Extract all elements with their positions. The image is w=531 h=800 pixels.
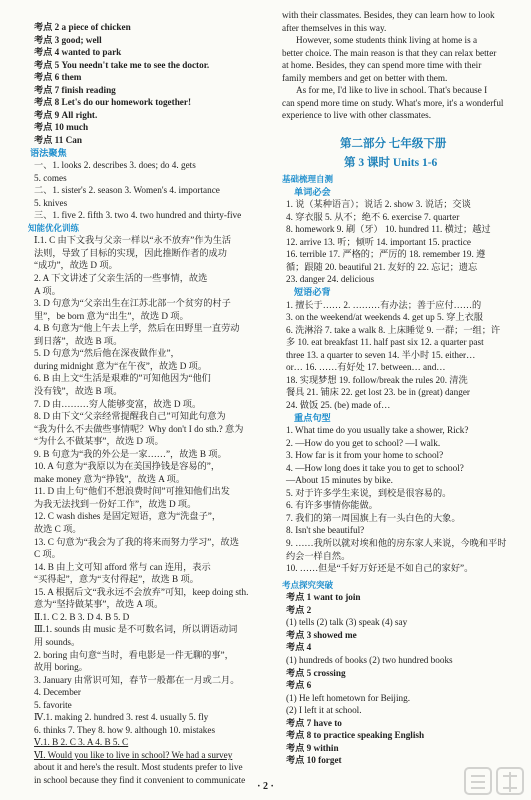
right-line: 短语必背 (294, 287, 331, 297)
right-line: 1. 说（某种语言）；说话 2. show 3. 说话；交谈 (286, 199, 471, 210)
left-line: “为什么不做某事”，故选 D 项。 (34, 436, 164, 447)
right-line: (2) I left it at school. (286, 705, 362, 716)
left-line: 法则，导致了目标的实现，因此推断作者的成功 (34, 247, 227, 258)
right-line: 5. 对于许多学生来说，到校是很容易的。 (286, 487, 452, 498)
right-line: 2. —How do you get to school? —I walk. (286, 437, 441, 448)
left-line: Ⅵ. Would you like to live in school? We had a survey (34, 749, 233, 760)
left-line: 9. B 句意为“我的外公是一家……”，故选 B 项。 (34, 448, 227, 459)
right-line: 单词必会 (294, 186, 331, 197)
right-line: 多 10. eat breakfast 11. half past six 12. a quarter past (286, 337, 484, 348)
left-line: 4. December (34, 687, 81, 698)
left-line: 用 sounds。 (34, 636, 81, 647)
left-line: 考点 2 a piece of chicken (34, 22, 131, 32)
left-line: 考点 3 good; well (34, 34, 102, 45)
left-line: 3. January 由常识可知，春节一般都在一月或二月。 (34, 674, 240, 685)
left-line: in school because they find it convenient to communicate (34, 775, 246, 785)
left-line: A 项。 (34, 285, 61, 296)
right-line: 考点 2 (286, 604, 312, 615)
right-line: 4. —How long does it take you to get to school? (286, 462, 464, 473)
right-line: 7. 我们的第一周国旗上有一头白色的大象。 (286, 512, 461, 523)
left-line: 6. B 由上文“生活是艰难的”可知他因为“他们 (34, 373, 211, 384)
left-line: 5. D 句意为“然后他在深夜做作业”， (34, 348, 180, 359)
left-line: about it and here's the result. Most students prefer to live (34, 762, 243, 773)
left-line: 11. D 由上句“他们不想浪费时间”可推知他们出发 (34, 486, 230, 497)
right-line: experience to live with other classmates. (282, 110, 431, 121)
left-line: 三、1. five 2. fifth 3. two 4. two hundred and thirty-five (34, 210, 242, 221)
left-line: 故用 boring。 (34, 662, 88, 673)
right-line: 考点 10 forget (286, 755, 342, 766)
right-line: 基础梳理自测 (282, 174, 334, 185)
left-line: Ⅱ.1. C 2. B 3. D 4. B 5. D (34, 611, 130, 622)
right-line: 考点 7 have to (286, 717, 342, 728)
left-line: “成功”，故选 D 项。 (34, 260, 118, 271)
left-line: 2. A 下文讲述了父亲生活的一些事情，故选 (34, 273, 208, 283)
right-line: —About 15 minutes by bike. (286, 475, 393, 486)
right-line: 考点 9 within (286, 742, 339, 753)
left-line: 5. comes (34, 172, 67, 183)
left-line: 8. D 由下文“父亲经常提醒我自己”可知此句意为 (34, 411, 226, 422)
left-line: Ⅲ.1. sounds 由 music 是不可数名词，所以谓语动词 (34, 624, 238, 635)
left-line: 3. D 句意为“父亲出生在江苏北部一个贫穷的村子 (34, 298, 231, 309)
right-line: 考点 5 crossing (286, 667, 346, 678)
right-line: 考点 6 (286, 680, 312, 691)
right-line: (1) hundreds of books (2) two hundred books (286, 654, 453, 665)
left-line: 二、1. sister's 2. season 3. Women's 4. importance (34, 185, 220, 196)
right-line: 18. 实现梦想 19. follow/break the rules 20. 清洗 (286, 374, 468, 385)
left-line: 为我无法找到一份好工作”，故选 D 项。 (34, 498, 197, 509)
left-line: during midnight 意为“在午夜”，故选 D 项。 (34, 360, 208, 371)
left-line: 5. favorite (34, 699, 72, 710)
left-line: Ⅳ.1. making 2. hundred 3. rest 4. usually 5. fly (34, 712, 209, 723)
right-line: 考点探究突破 (282, 579, 334, 590)
right-line: 第二部分 七年级下册 (340, 137, 447, 150)
left-line: Ⅰ.1. C 由下文我与父亲一样以“永不放弃”作为生活 (34, 235, 232, 246)
left-line: 15. A 根据后文“我永远不会放弃”可知，keep doing sth. (34, 586, 249, 597)
left-line: 考点 4 wanted to park (34, 47, 122, 58)
page-number: · 2 · (257, 781, 274, 792)
left-line: 考点 7 finish reading (34, 84, 116, 95)
left-line: 4. B 句意为“他上午去上学，然后在田野里一直劳动 (34, 323, 240, 334)
right-line: 10. ……但是“千好万好还是不如自己的家好”。 (286, 563, 474, 574)
left-line: 考点 5 You needn't take me to see the doctor. (34, 59, 210, 70)
left-line: make money 意为“挣钱”，故选 A 项。 (34, 473, 186, 484)
left-line: 10. A 句意为“我原以为在美国挣钱是容易的”， (34, 461, 221, 472)
left-line: 13. C 句意为“我会为了我的将来而努力学习”，故选 (34, 536, 239, 547)
right-line: 重点句型 (294, 412, 331, 423)
right-line: (1) tells (2) talk (3) speak (4) say (286, 617, 408, 628)
left-line: “我为什么不去做些事情呢？Why don't I do sth.? 意为 (34, 423, 244, 434)
right-line: 23. danger 24. delicious (286, 274, 375, 285)
left-line: 7. D 由………穷人能够变富，故选 D 项。 (34, 398, 202, 409)
left-line: 5. knives (34, 197, 68, 208)
left-line: 考点 6 them (34, 72, 82, 83)
right-line: or… 16. ……有好处 17. between… and… (286, 362, 446, 373)
left-line: 考点 11 Can (34, 134, 82, 145)
right-line: after themselves in this way. (282, 22, 387, 33)
right-line: family members and get on better with them. (282, 72, 448, 83)
right-line: at home. Besides, they can spend more time with their (282, 60, 482, 71)
left-line: 2. boring 由句意“当时，看电影是一件无聊的事”， (34, 649, 234, 660)
left-line: 语法聚焦 (30, 147, 67, 158)
left-line: 考点 8 Let's do our homework together! (34, 97, 192, 108)
right-line: can spend more time on study. What's more, it's a wonderful (282, 97, 504, 108)
left-line: 里”，be born 意为“出生”，故选 D 项。 (34, 310, 189, 321)
right-line: However, some students think living at home is a (296, 35, 478, 46)
left-line: 14. B 由上文可知 afford 常与 can 连用，表示 (34, 561, 211, 572)
right-line: 餐具 21. 铺床 22. get lost 23. be in (great) danger (286, 387, 470, 398)
right-line: 6. 有许多事情你能做。 (286, 500, 378, 511)
right-line: better choice. The main reason is that they can relax better (282, 47, 497, 58)
right-line: 考点 8 to practice speaking English (286, 730, 425, 741)
right-line: 考点 4 (286, 642, 312, 653)
left-line: 考点 10 much (34, 122, 89, 133)
left-line: 故选 C 项。 (34, 524, 82, 534)
right-line: 考点 3 showed me (286, 629, 357, 640)
left-line: 考点 9 All right. (34, 109, 98, 120)
right-line: 4. 穿衣服 5. 从不；绝不 6. exercise 7. quarter (286, 211, 460, 222)
right-line: 循；跟随 20. beautiful 21. 友好的 22. 忘记；遗忘 (286, 261, 478, 272)
right-line: 12. arrive 13. 听；倾听 14. important 15. practice (286, 236, 471, 247)
right-line: 1. 擅长于…… 2. ………有办法；善于应付……的 (286, 299, 482, 310)
right-line: 8. Isn't she beautiful? (286, 525, 365, 536)
right-line: 1. What time do you usually take a shower, Rick? (286, 425, 469, 436)
right-line: (1) He left hometown for Beijing. (286, 692, 410, 703)
watermark-logo-icon (463, 766, 525, 796)
left-line: 意为“坚持做某事”，故选 A 项。 (34, 599, 164, 610)
right-line: 24. 做饭 25. (be) made of… (286, 399, 391, 410)
right-line: 3. How far is it from your home to school? (286, 450, 444, 461)
left-line: Ⅴ.1. B 2. C 3. A 4. B 5. C (34, 737, 129, 748)
left-line: 知能优化训练 (28, 222, 80, 233)
right-line: three 13. a quarter to seven 14. 半小时 15. either… (286, 349, 476, 360)
left-line: 到日落”，故选 B 项。 (34, 335, 123, 346)
left-line: “买得起”，意为“支付得起”，故选 B 项。 (34, 574, 199, 585)
left-line: C 项。 (34, 549, 61, 560)
left-line: 没有钱”，故选 B 项。 (34, 385, 123, 396)
right-line: 6. 洗淋浴 7. take a walk 8. 上床睡觉 9. 一群；一组；许 (286, 324, 501, 335)
right-line: 8. homework 9. 刷（牙） 10. hundred 11. 横过；越过 (286, 224, 491, 235)
left-line: 6. thinks 7. They 8. how 9. although 10. mistakes (34, 724, 216, 735)
right-line: with their classmates. Besides, they can learn how to look (282, 10, 495, 20)
right-line: 16. terrible 17. 严格的；严厉的 18. remember 19. 遵 (286, 249, 486, 260)
left-line: 一、1. looks 2. describes 3. does; do 4. gets (34, 160, 196, 171)
right-line: 考点 1 want to join (286, 592, 361, 603)
right-line: As for me, I'd like to live in school. That's because I (296, 85, 488, 96)
right-line: 9. ……我所以就对埃和他的房东家人来说，今晚和平时 (286, 538, 507, 548)
right-line: 第 3 课时 Units 1-6 (344, 156, 438, 169)
left-line: 12. C wash dishes 是固定短语，意为“洗盘子”， (34, 511, 222, 522)
right-line: 约会一样自然。 (286, 550, 351, 561)
right-line: 3. on the weekend/at weekends 4. get up 5. 穿上衣服 (286, 312, 483, 323)
